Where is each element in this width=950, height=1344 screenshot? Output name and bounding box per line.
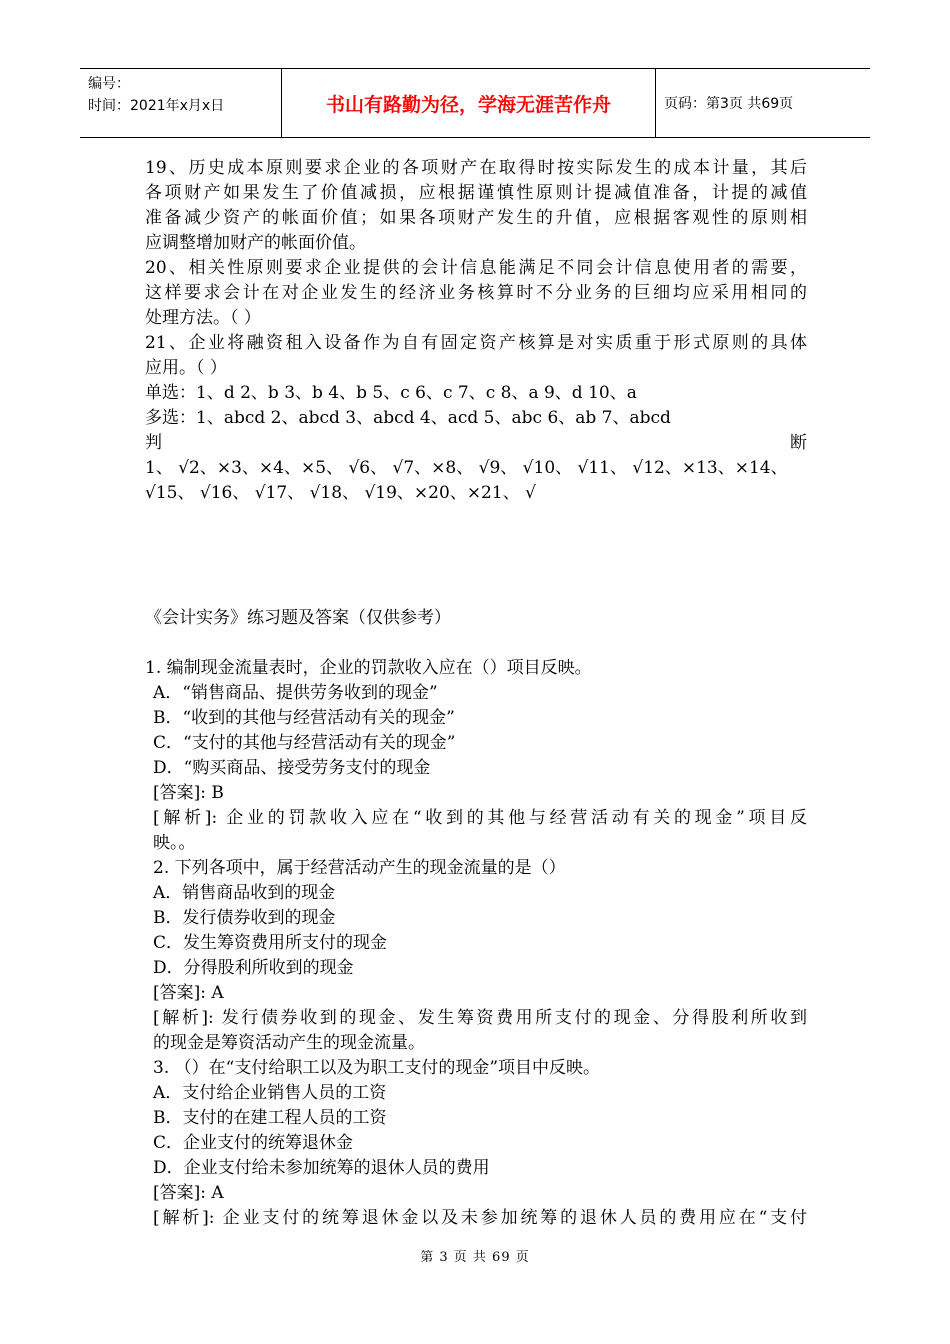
text-line: 20、相关性原则要求企业提供的会计信息能满足不同会计信息使用者的需要，: [145, 258, 807, 278]
judgement-heading-left: 判: [145, 433, 162, 453]
text-line: 各项财产如果发生了价值减损，应根据谨慎性原则计提减值准备，计提的减值: [145, 183, 807, 203]
option-line: C．发生筹资费用所支付的现金: [153, 933, 388, 953]
multi-choice-answers: 多选：1、abcd 2、abcd 3、abcd 4、acd 5、abc 6、ab 7、abcd: [145, 408, 671, 428]
question-stem: 2. 下列各项中，属于经营活动产生的现金流量的是（）: [153, 858, 566, 878]
text-line: 准备减少资产的帐面价值；如果各项财产发生的升值，应根据客观性的原则相: [145, 208, 807, 228]
section-title: 《会计实务》练习题及答案（仅供参考）: [145, 608, 451, 628]
time-label: 时间：2021年x月x日: [88, 98, 225, 114]
option-line: A．销售商品收到的现金: [153, 883, 336, 903]
single-choice-answers: 单选：1、d 2、b 3、b 4、b 5、c 6、c 7、c 8、a 9、d 10、a: [145, 383, 637, 403]
analysis-line: [解析]: 企业支付的统筹退休金以及未参加统筹的退休人员的费用应在“支付: [153, 1208, 807, 1228]
option-line: B．“收到的其他与经营活动有关的现金”: [153, 708, 455, 728]
judgement-answers: 1、 √2、×3、×4、×5、 √6、 √7、×8、 √9、 √10、 √11、 √12、×13、×14、: [145, 458, 788, 478]
judgement-heading-right: 断: [790, 433, 807, 453]
analysis-line: [解析]: 企业的罚款收入应在“收到的其他与经营活动有关的现金”项目反: [153, 808, 807, 828]
option-line: D．“购买商品、接受劳务支付的现金: [153, 758, 431, 778]
document-body: [145, 156, 807, 1231]
analysis-line: 映。。: [153, 833, 196, 853]
analysis-line: 的现金是筹资活动产生的现金流量。: [153, 1033, 425, 1053]
answer-line: [答案]: A: [153, 983, 224, 1003]
text-line: 应用。（ ）: [145, 358, 227, 378]
option-line: C．“支付的其他与经营活动有关的现金”: [153, 733, 456, 753]
text-line: 21、企业将融资租入设备作为自有固定资产核算是对实质重于形式原则的具体: [145, 333, 807, 353]
option-line: D．企业支付给未参加统筹的退休人员的费用: [153, 1158, 490, 1178]
header-meta-cell: [80, 69, 282, 137]
text-line: 19、历史成本原则要求企业的各项财产在取得时按实际发生的成本计量，其后: [145, 158, 807, 178]
number-label: 编号：: [88, 76, 130, 92]
analysis-line: [解析]: 发行债券收到的现金、发生筹资费用所支付的现金、分得股利所收到: [153, 1008, 807, 1028]
option-line: B．支付的在建工程人员的工资: [153, 1108, 387, 1128]
judgement-heading: [145, 431, 807, 456]
judgement-answers: √15、 √16、 √17、 √18、 √19、×20、×21、 √: [145, 483, 536, 503]
option-line: B．发行债券收到的现金: [153, 908, 336, 928]
option-line: D．分得股利所收到的现金: [153, 958, 354, 978]
option-line: A．“销售商品、提供劳务收到的现金”: [153, 683, 438, 703]
header-motto: 书山有路勤为径，学海无涯苦作舟: [282, 69, 656, 137]
text-line: 这样要求会计在对企业发生的经济业务核算时不分业务的巨细均应采用相同的: [145, 283, 807, 303]
question-stem: 3. （）在“支付给职工以及为职工支付的现金”项目中反映。: [153, 1058, 601, 1078]
option-line: A．支付给企业销售人员的工资: [153, 1083, 387, 1103]
answer-line: [答案]: B: [153, 783, 224, 803]
page-header-table: [80, 68, 870, 138]
answer-line: [答案]: A: [153, 1183, 224, 1203]
text-line: 应调整增加财产的帐面价值。: [145, 233, 366, 253]
header-page-info: 页码：第3页 共69页: [664, 96, 794, 112]
option-line: C．企业支付的统筹退休金: [153, 1133, 354, 1153]
question-stem: 1. 编制现金流量表时，企业的罚款收入应在（）项目反映。: [145, 658, 592, 678]
page-footer: 第 3 页 共 69 页: [420, 1250, 530, 1265]
text-line: 处理方法。（ ）: [145, 308, 261, 328]
